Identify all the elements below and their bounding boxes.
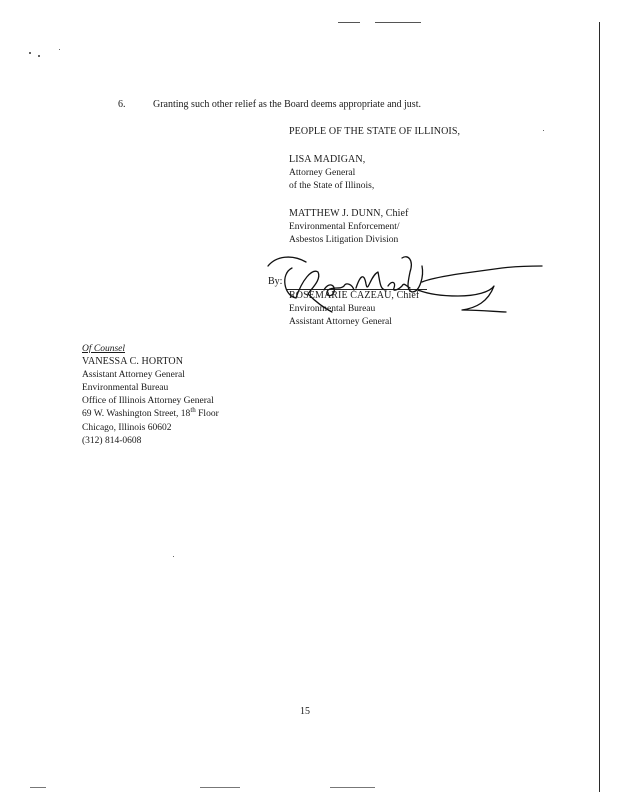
relief-number: 6. [118, 99, 126, 110]
scan-speck [59, 49, 60, 50]
page-number: 15 [300, 706, 310, 717]
division-line-1: Environmental Enforcement/ [289, 222, 400, 232]
division-line-2: Asbestos Litigation Division [289, 235, 399, 245]
street-ordinal: th [190, 405, 196, 414]
counsel-title: Assistant Attorney General [82, 370, 185, 380]
attorney-general-state: of the State of Illinois, [289, 181, 375, 191]
counsel-phone: (312) 814-0608 [82, 436, 142, 446]
scan-edge-top [375, 22, 421, 23]
scan-speck [29, 52, 31, 54]
scan-edge-bottom [200, 787, 240, 788]
attorney-general-name: LISA MADIGAN, [289, 154, 366, 165]
counsel-name: VANESSA C. HORTON [82, 356, 184, 367]
scan-speck [543, 130, 544, 131]
of-counsel-heading: Of Counsel [82, 344, 126, 354]
scan-speck [38, 55, 40, 57]
party-name: PEOPLE OF THE STATE OF ILLINOIS, [289, 126, 461, 137]
attorney-general-title: Attorney General [289, 168, 356, 178]
counsel-city: Chicago, Illinois 60602 [82, 423, 172, 433]
relief-text: Granting such other relief as the Board deems appropriate and just. [153, 99, 421, 110]
scan-edge-bottom [330, 787, 375, 788]
counsel-street [82, 405, 219, 420]
scan-speck [173, 556, 174, 557]
scan-edge-top [338, 22, 360, 23]
counsel-office: Office of Illinois Attorney General [82, 396, 214, 406]
signer-name: ROSEMARIE CAZEAU, Chief [289, 290, 420, 301]
street-main: 69 W. Washington Street, 18 [82, 409, 191, 419]
scan-edge-bottom [30, 787, 46, 788]
signer-bureau: Environmental Bureau [289, 304, 376, 314]
signer-title: Assistant Attorney General [289, 317, 392, 327]
street-floor: Floor [195, 409, 219, 419]
scan-edge-right [599, 22, 600, 792]
chief-name: MATTHEW J. DUNN, Chief [289, 208, 409, 219]
by-label: By: [268, 276, 283, 287]
counsel-bureau: Environmental Bureau [82, 383, 169, 393]
